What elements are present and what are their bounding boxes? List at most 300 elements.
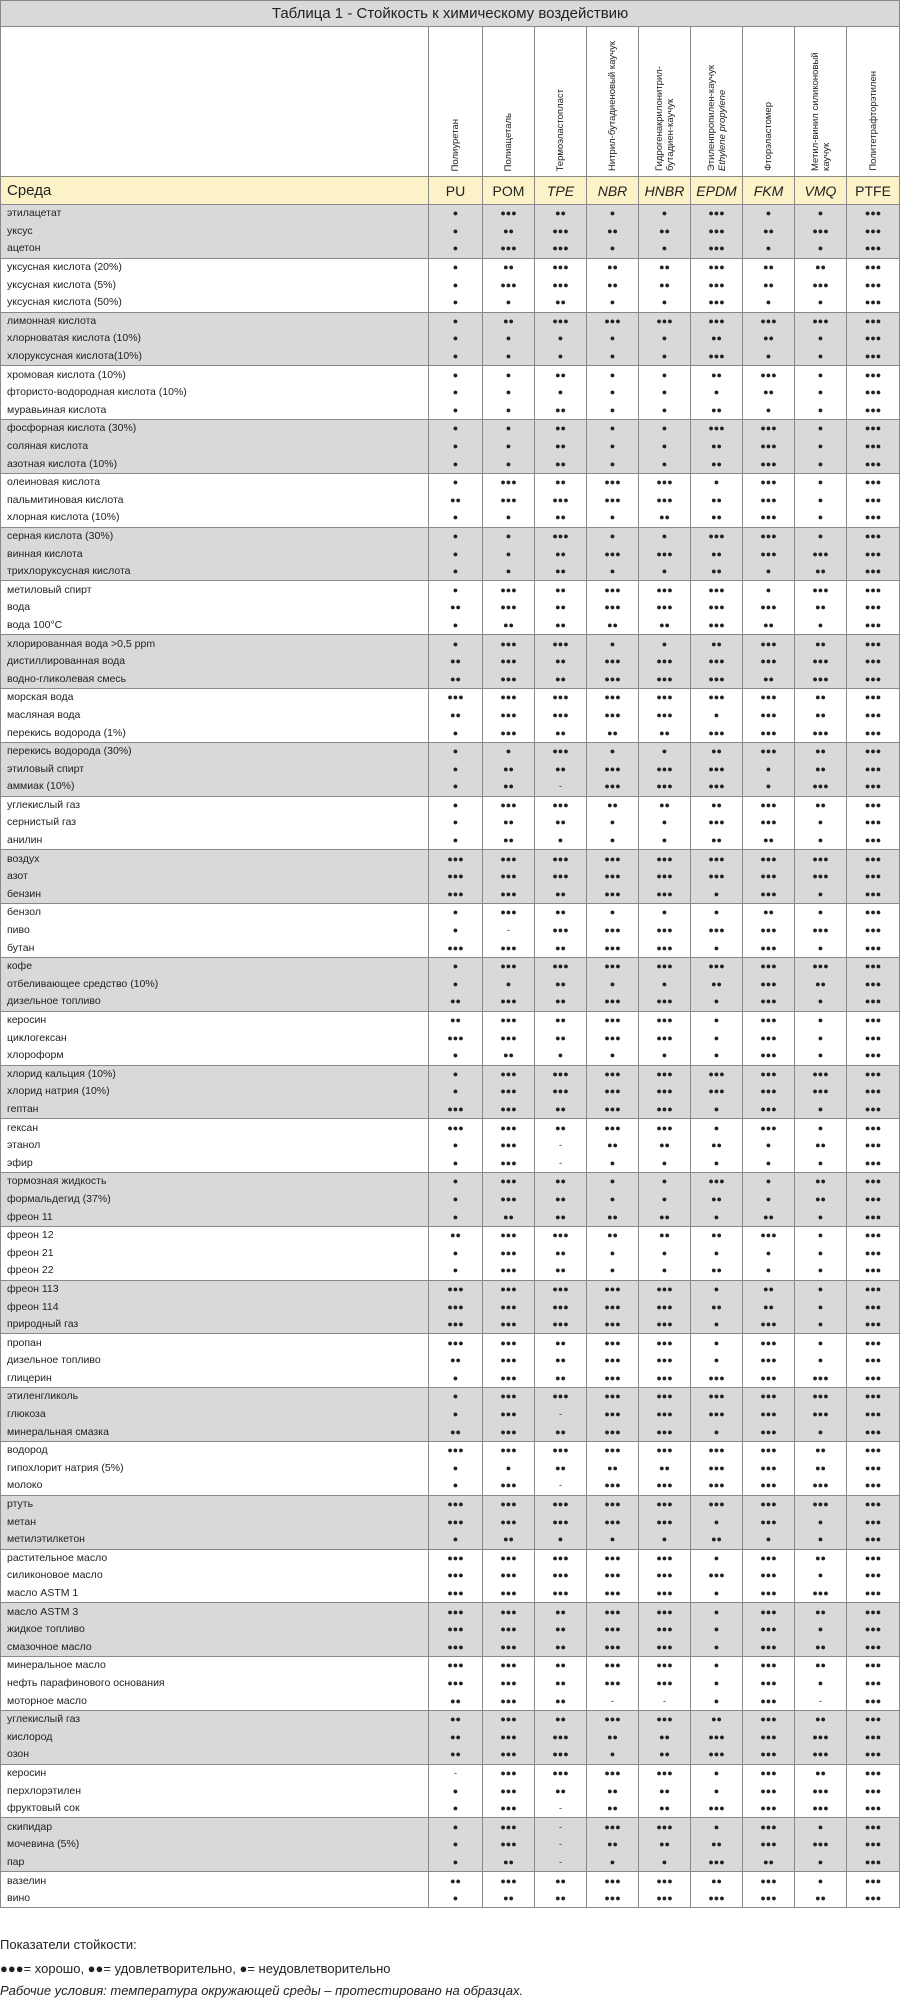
resistance-rating: ●●● <box>795 1800 847 1818</box>
material-full-name-text: Нитрил-бутадиеновый каучук <box>607 41 618 171</box>
resistance-rating: ●● <box>535 205 587 223</box>
resistance-rating: ●● <box>535 455 587 473</box>
resistance-rating: ●● <box>795 760 847 778</box>
resistance-rating: ●● <box>483 1531 535 1549</box>
table-row <box>1 1639 900 1657</box>
resistance-rating: ● <box>743 402 795 420</box>
resistance-rating: ● <box>429 1262 483 1280</box>
resistance-rating: ●●● <box>587 886 639 904</box>
resistance-rating: ●●● <box>535 1316 587 1334</box>
medium-name: уксусная кислота (5%) <box>1 276 429 294</box>
resistance-rating: ● <box>429 1388 483 1406</box>
resistance-rating: ●●● <box>587 545 639 563</box>
resistance-rating: ●●● <box>691 670 743 688</box>
resistance-rating: ●●● <box>847 599 900 617</box>
resistance-rating: ●● <box>535 1621 587 1639</box>
resistance-rating: ●● <box>587 1226 639 1244</box>
material-name-header <box>691 27 743 177</box>
resistance-rating: ●●● <box>483 1764 535 1782</box>
resistance-rating: ●● <box>743 384 795 402</box>
resistance-rating: ●●● <box>743 1836 795 1854</box>
resistance-rating: ● <box>795 492 847 510</box>
resistance-rating: ●● <box>639 1782 691 1800</box>
table-row <box>1 1316 900 1334</box>
medium-name: отбеливающее средство (10%) <box>1 976 429 994</box>
table-title: Таблица 1 - Стойкость к химическому воздействию <box>1 1 900 27</box>
table-row <box>1 1208 900 1226</box>
medium-name: азотная кислота (10%) <box>1 455 429 473</box>
resistance-rating: ●●● <box>587 1065 639 1083</box>
resistance-rating: ●● <box>535 1262 587 1280</box>
resistance-rating: ●●● <box>743 312 795 330</box>
resistance-rating: ●●● <box>587 1298 639 1316</box>
resistance-rating: ●●● <box>483 1154 535 1172</box>
resistance-rating: ●●● <box>483 473 535 491</box>
resistance-rating: ●●● <box>639 1585 691 1603</box>
resistance-rating: ●●● <box>847 1244 900 1262</box>
resistance-rating: ● <box>691 1119 743 1137</box>
resistance-rating: ● <box>429 545 483 563</box>
resistance-rating: ●●● <box>691 760 743 778</box>
resistance-rating: ●● <box>535 1782 587 1800</box>
medium-name: кислород <box>1 1728 429 1746</box>
resistance-rating: ● <box>429 904 483 922</box>
resistance-rating: ●●● <box>535 1441 587 1459</box>
material-full-name <box>450 111 461 171</box>
resistance-rating: ●●● <box>639 1441 691 1459</box>
resistance-rating: ●●● <box>587 1334 639 1352</box>
resistance-rating: ●●● <box>587 778 639 796</box>
material-full-name <box>763 94 774 171</box>
resistance-rating: ●● <box>639 258 691 276</box>
resistance-rating: ●●● <box>743 1495 795 1513</box>
resistance-rating: ● <box>795 832 847 850</box>
resistance-rating: ●●● <box>847 1585 900 1603</box>
material-full-name-text: Метил-винил силиконовый каучук <box>809 52 832 171</box>
table-row <box>1 258 900 276</box>
table-row <box>1 1298 900 1316</box>
resistance-rating: ●●● <box>483 1280 535 1298</box>
resistance-rating: - <box>535 1137 587 1155</box>
resistance-rating: ● <box>691 1639 743 1657</box>
resistance-rating: ●●● <box>639 492 691 510</box>
resistance-rating: ●●● <box>691 617 743 635</box>
table-row <box>1 796 900 814</box>
resistance-rating: ●●● <box>587 1621 639 1639</box>
resistance-rating: ●● <box>587 617 639 635</box>
medium-name: метиловый спирт <box>1 581 429 599</box>
resistance-rating: ● <box>795 438 847 456</box>
resistance-rating: ●●● <box>743 939 795 957</box>
medium-name: растительное масло <box>1 1549 429 1567</box>
resistance-rating: ● <box>429 1191 483 1209</box>
resistance-rating: ●● <box>691 1226 743 1244</box>
table-row <box>1 1262 900 1280</box>
resistance-rating: ●● <box>639 1137 691 1155</box>
resistance-rating: ● <box>743 563 795 581</box>
resistance-rating: ● <box>795 1101 847 1119</box>
resistance-rating: ●● <box>691 1836 743 1854</box>
resistance-rating: ●● <box>535 581 587 599</box>
resistance-rating: ●●● <box>587 1675 639 1693</box>
resistance-rating: ●●● <box>847 366 900 384</box>
resistance-rating: ●● <box>691 1531 743 1549</box>
resistance-rating: ●●● <box>847 1298 900 1316</box>
medium-name: уксусная кислота (50%) <box>1 294 429 312</box>
resistance-rating: ● <box>429 402 483 420</box>
medium-group <box>1 1173 900 1227</box>
resistance-rating: ●●● <box>847 1406 900 1424</box>
resistance-rating: ●●● <box>847 205 900 223</box>
resistance-rating: ●● <box>639 223 691 241</box>
medium-group <box>1 1818 900 1872</box>
resistance-rating: ● <box>743 205 795 223</box>
resistance-rating: ●● <box>691 1137 743 1155</box>
resistance-rating: ●● <box>795 742 847 760</box>
medium-name: азот <box>1 868 429 886</box>
material-name-header <box>639 27 691 177</box>
resistance-rating: ●●● <box>743 1370 795 1388</box>
resistance-rating: ● <box>795 384 847 402</box>
resistance-rating: ● <box>743 1191 795 1209</box>
resistance-rating: ● <box>795 420 847 438</box>
resistance-rating: ●● <box>535 670 587 688</box>
resistance-rating: ●●● <box>483 1549 535 1567</box>
resistance-rating: ●●● <box>483 1567 535 1585</box>
table-row <box>1 1244 900 1262</box>
resistance-rating: ●●● <box>795 1836 847 1854</box>
medium-group <box>1 904 900 958</box>
medium-group <box>1 1119 900 1173</box>
medium-group <box>1 850 900 904</box>
resistance-rating: ●●● <box>483 1603 535 1621</box>
resistance-rating: ●● <box>639 509 691 527</box>
resistance-rating: ● <box>639 563 691 581</box>
medium-name: бутан <box>1 939 429 957</box>
resistance-rating: ●●● <box>691 1460 743 1478</box>
medium-name: перекись водорода (1%) <box>1 724 429 742</box>
resistance-rating: ●●● <box>587 473 639 491</box>
resistance-rating: ● <box>587 384 639 402</box>
resistance-rating: ●● <box>743 670 795 688</box>
material-abbr: PTFE <box>847 177 900 205</box>
resistance-rating: ●●● <box>847 868 900 886</box>
resistance-rating: ●●● <box>587 599 639 617</box>
resistance-rating: ●●● <box>743 1441 795 1459</box>
medium-name: пиво <box>1 922 429 940</box>
resistance-rating: ●●● <box>847 904 900 922</box>
medium-group <box>1 1495 900 1549</box>
table-row <box>1 1549 900 1567</box>
resistance-rating: ●● <box>429 707 483 725</box>
resistance-rating: ●●● <box>847 545 900 563</box>
resistance-rating: ●●● <box>847 1764 900 1782</box>
resistance-rating: ●●● <box>795 1585 847 1603</box>
resistance-rating: ●●● <box>639 1675 691 1693</box>
table-row <box>1 1406 900 1424</box>
resistance-rating: ●●● <box>535 796 587 814</box>
resistance-rating: ●●● <box>847 939 900 957</box>
resistance-rating: ●●● <box>535 957 587 975</box>
resistance-rating: ● <box>639 240 691 258</box>
resistance-rating: ●●● <box>847 742 900 760</box>
resistance-rating: ●● <box>429 599 483 617</box>
medium-group <box>1 1280 900 1334</box>
table-row <box>1 1818 900 1836</box>
resistance-rating: ●●● <box>691 223 743 241</box>
resistance-rating: ● <box>743 760 795 778</box>
resistance-rating: ●●● <box>847 1477 900 1495</box>
resistance-rating: ●●● <box>743 1692 795 1710</box>
resistance-rating: ●● <box>639 1746 691 1764</box>
resistance-rating: ● <box>795 1567 847 1585</box>
medium-name: этиловый спирт <box>1 760 429 778</box>
resistance-rating: ● <box>587 832 639 850</box>
resistance-rating: ● <box>429 742 483 760</box>
resistance-rating: ● <box>795 1818 847 1836</box>
resistance-rating: ●●● <box>639 1639 691 1657</box>
resistance-rating: ●● <box>587 223 639 241</box>
resistance-rating: ●● <box>535 1011 587 1029</box>
resistance-rating: ● <box>795 240 847 258</box>
resistance-rating: - <box>639 1692 691 1710</box>
resistance-rating: ●●● <box>483 1191 535 1209</box>
resistance-rating: ●●● <box>639 581 691 599</box>
table-row <box>1 1280 900 1298</box>
material-full-name <box>706 57 728 171</box>
resistance-rating: ● <box>795 1011 847 1029</box>
resistance-rating: ●● <box>691 455 743 473</box>
resistance-rating: ● <box>795 1513 847 1531</box>
table-row <box>1 993 900 1011</box>
table-row <box>1 294 900 312</box>
resistance-rating: ●●● <box>535 1567 587 1585</box>
medium-name: глюкоза <box>1 1406 429 1424</box>
resistance-rating: ●● <box>535 1692 587 1710</box>
resistance-rating: ●● <box>743 258 795 276</box>
table-row <box>1 1370 900 1388</box>
resistance-rating: ●●● <box>535 276 587 294</box>
resistance-rating: ●●● <box>743 527 795 545</box>
resistance-rating: ●●● <box>429 1567 483 1585</box>
table-row <box>1 1782 900 1800</box>
medium-group <box>1 1441 900 1495</box>
resistance-rating: ●●● <box>847 1119 900 1137</box>
resistance-rating: ●● <box>535 509 587 527</box>
resistance-rating: ● <box>429 1173 483 1191</box>
resistance-rating: ●●● <box>847 1513 900 1531</box>
resistance-rating: ●●● <box>847 689 900 707</box>
resistance-rating: ● <box>795 1675 847 1693</box>
resistance-rating: ●●● <box>847 1836 900 1854</box>
medium-name: пальмитиновая кислота <box>1 492 429 510</box>
resistance-rating: ●● <box>483 832 535 850</box>
resistance-rating: ●● <box>743 1208 795 1226</box>
resistance-rating: ●● <box>535 1657 587 1675</box>
resistance-rating: ● <box>639 1173 691 1191</box>
resistance-rating: ● <box>691 1101 743 1119</box>
resistance-rating: ●●● <box>429 1101 483 1119</box>
table-row <box>1 473 900 491</box>
resistance-rating: ●● <box>535 886 587 904</box>
material-full-name <box>555 81 566 171</box>
resistance-rating: ● <box>691 1047 743 1065</box>
resistance-rating: ●●● <box>743 545 795 563</box>
table-row <box>1 1836 900 1854</box>
resistance-rating: ●●● <box>639 1334 691 1352</box>
resistance-rating: ●●● <box>639 1710 691 1728</box>
table-row <box>1 832 900 850</box>
resistance-rating: ●●● <box>483 724 535 742</box>
resistance-rating: ●● <box>639 796 691 814</box>
resistance-rating: ● <box>795 1298 847 1316</box>
resistance-rating: ● <box>795 1047 847 1065</box>
medium-name: фреон 11 <box>1 1208 429 1226</box>
resistance-rating: ●●● <box>429 1029 483 1047</box>
resistance-rating: ● <box>429 509 483 527</box>
resistance-rating: ●● <box>483 814 535 832</box>
resistance-rating: ●● <box>743 832 795 850</box>
resistance-rating: ●● <box>535 976 587 994</box>
medium-name: смазочное масло <box>1 1639 429 1657</box>
medium-name: фосфорная кислота (30%) <box>1 420 429 438</box>
resistance-rating: ●●● <box>483 599 535 617</box>
resistance-rating: - <box>535 1854 587 1872</box>
resistance-rating: ●●● <box>847 240 900 258</box>
resistance-rating: ●● <box>535 1101 587 1119</box>
resistance-rating: ●●● <box>639 1029 691 1047</box>
resistance-rating: ● <box>795 1119 847 1137</box>
resistance-rating: ●●● <box>429 1280 483 1298</box>
material-full-name-text: Фторэластомер <box>763 102 774 171</box>
resistance-rating: ●●● <box>483 1388 535 1406</box>
resistance-rating: ●●● <box>743 438 795 456</box>
table-row <box>1 1011 900 1029</box>
resistance-rating: ●●● <box>847 1460 900 1478</box>
resistance-rating: ●●● <box>743 993 795 1011</box>
resistance-rating: ●●● <box>743 1460 795 1478</box>
resistance-rating: ●●● <box>847 1621 900 1639</box>
resistance-rating: ● <box>587 348 639 366</box>
medium-name: масляная вода <box>1 707 429 725</box>
table-row <box>1 1603 900 1621</box>
material-full-name-text: Полиуретан <box>450 118 461 171</box>
table-row <box>1 563 900 581</box>
resistance-rating: ●●● <box>691 1567 743 1585</box>
resistance-rating: ●● <box>691 438 743 456</box>
resistance-rating: ●● <box>429 1692 483 1710</box>
resistance-rating: ● <box>429 384 483 402</box>
resistance-rating: ● <box>691 939 743 957</box>
table-row <box>1 366 900 384</box>
resistance-rating: ● <box>429 796 483 814</box>
resistance-rating: ● <box>483 402 535 420</box>
table-row <box>1 1710 900 1728</box>
resistance-rating: ● <box>691 1280 743 1298</box>
resistance-rating: ● <box>535 1047 587 1065</box>
resistance-rating: ●● <box>535 617 587 635</box>
resistance-rating: ●●● <box>743 1226 795 1244</box>
medium-name: фреон 113 <box>1 1280 429 1298</box>
resistance-rating: ●●● <box>429 868 483 886</box>
resistance-rating: ●●● <box>847 796 900 814</box>
resistance-rating: ●●● <box>847 473 900 491</box>
resistance-rating: ● <box>587 205 639 223</box>
resistance-rating: ● <box>535 384 587 402</box>
table-row <box>1 420 900 438</box>
resistance-rating: ●●● <box>743 1406 795 1424</box>
medium-group <box>1 1872 900 1908</box>
resistance-rating: ● <box>483 545 535 563</box>
resistance-rating: ●●● <box>691 581 743 599</box>
medium-group <box>1 258 900 312</box>
resistance-rating: ●●● <box>483 1011 535 1029</box>
medium-name: хлороформ <box>1 1047 429 1065</box>
resistance-rating: ●●● <box>587 1764 639 1782</box>
resistance-rating: ●●● <box>743 707 795 725</box>
resistance-rating: ●●● <box>483 957 535 975</box>
resistance-rating: ●●● <box>429 1621 483 1639</box>
resistance-rating: ●●● <box>639 1657 691 1675</box>
resistance-rating: ●● <box>535 563 587 581</box>
resistance-rating: ●●● <box>691 1370 743 1388</box>
resistance-rating: ● <box>429 312 483 330</box>
resistance-rating: ● <box>691 1208 743 1226</box>
resistance-rating: ●●● <box>743 1890 795 1908</box>
resistance-rating: ● <box>429 473 483 491</box>
resistance-rating: ●●● <box>587 1657 639 1675</box>
resistance-rating: ● <box>483 976 535 994</box>
table-row <box>1 1334 900 1352</box>
resistance-rating: ●●● <box>535 868 587 886</box>
table-row <box>1 1173 900 1191</box>
resistance-rating: ●●● <box>847 1388 900 1406</box>
resistance-rating: ● <box>743 1154 795 1172</box>
resistance-rating: ●●● <box>847 670 900 688</box>
resistance-rating: ●●● <box>429 1657 483 1675</box>
medium-name: водно-гликолевая смесь <box>1 670 429 688</box>
resistance-rating: ●● <box>587 258 639 276</box>
resistance-rating: ●●● <box>639 599 691 617</box>
resistance-rating: ●●● <box>743 1047 795 1065</box>
resistance-rating: ●●● <box>639 653 691 671</box>
resistance-rating: ●● <box>535 993 587 1011</box>
resistance-rating: ●●● <box>429 1639 483 1657</box>
resistance-rating: ●●● <box>847 1854 900 1872</box>
resistance-rating: ●● <box>691 402 743 420</box>
resistance-rating: ●●● <box>639 1549 691 1567</box>
resistance-rating: ●●● <box>691 724 743 742</box>
resistance-rating: ●●● <box>795 850 847 868</box>
resistance-rating: ●● <box>743 1298 795 1316</box>
resistance-rating: ●●● <box>691 1746 743 1764</box>
table-row <box>1 1854 900 1872</box>
resistance-rating: ● <box>691 1352 743 1370</box>
resistance-rating: ● <box>639 455 691 473</box>
medium-name: фреон 114 <box>1 1298 429 1316</box>
resistance-rating: ●● <box>795 796 847 814</box>
resistance-rating: ●●● <box>587 939 639 957</box>
resistance-rating: ● <box>587 904 639 922</box>
resistance-rating: ●● <box>535 1191 587 1209</box>
resistance-rating: ●●● <box>639 689 691 707</box>
resistance-rating: ●●● <box>847 635 900 653</box>
resistance-rating: ●● <box>535 1675 587 1693</box>
resistance-rating: ●●● <box>483 1728 535 1746</box>
resistance-rating: ●●● <box>429 1585 483 1603</box>
resistance-rating: ●● <box>795 1549 847 1567</box>
resistance-rating: ●●● <box>743 796 795 814</box>
